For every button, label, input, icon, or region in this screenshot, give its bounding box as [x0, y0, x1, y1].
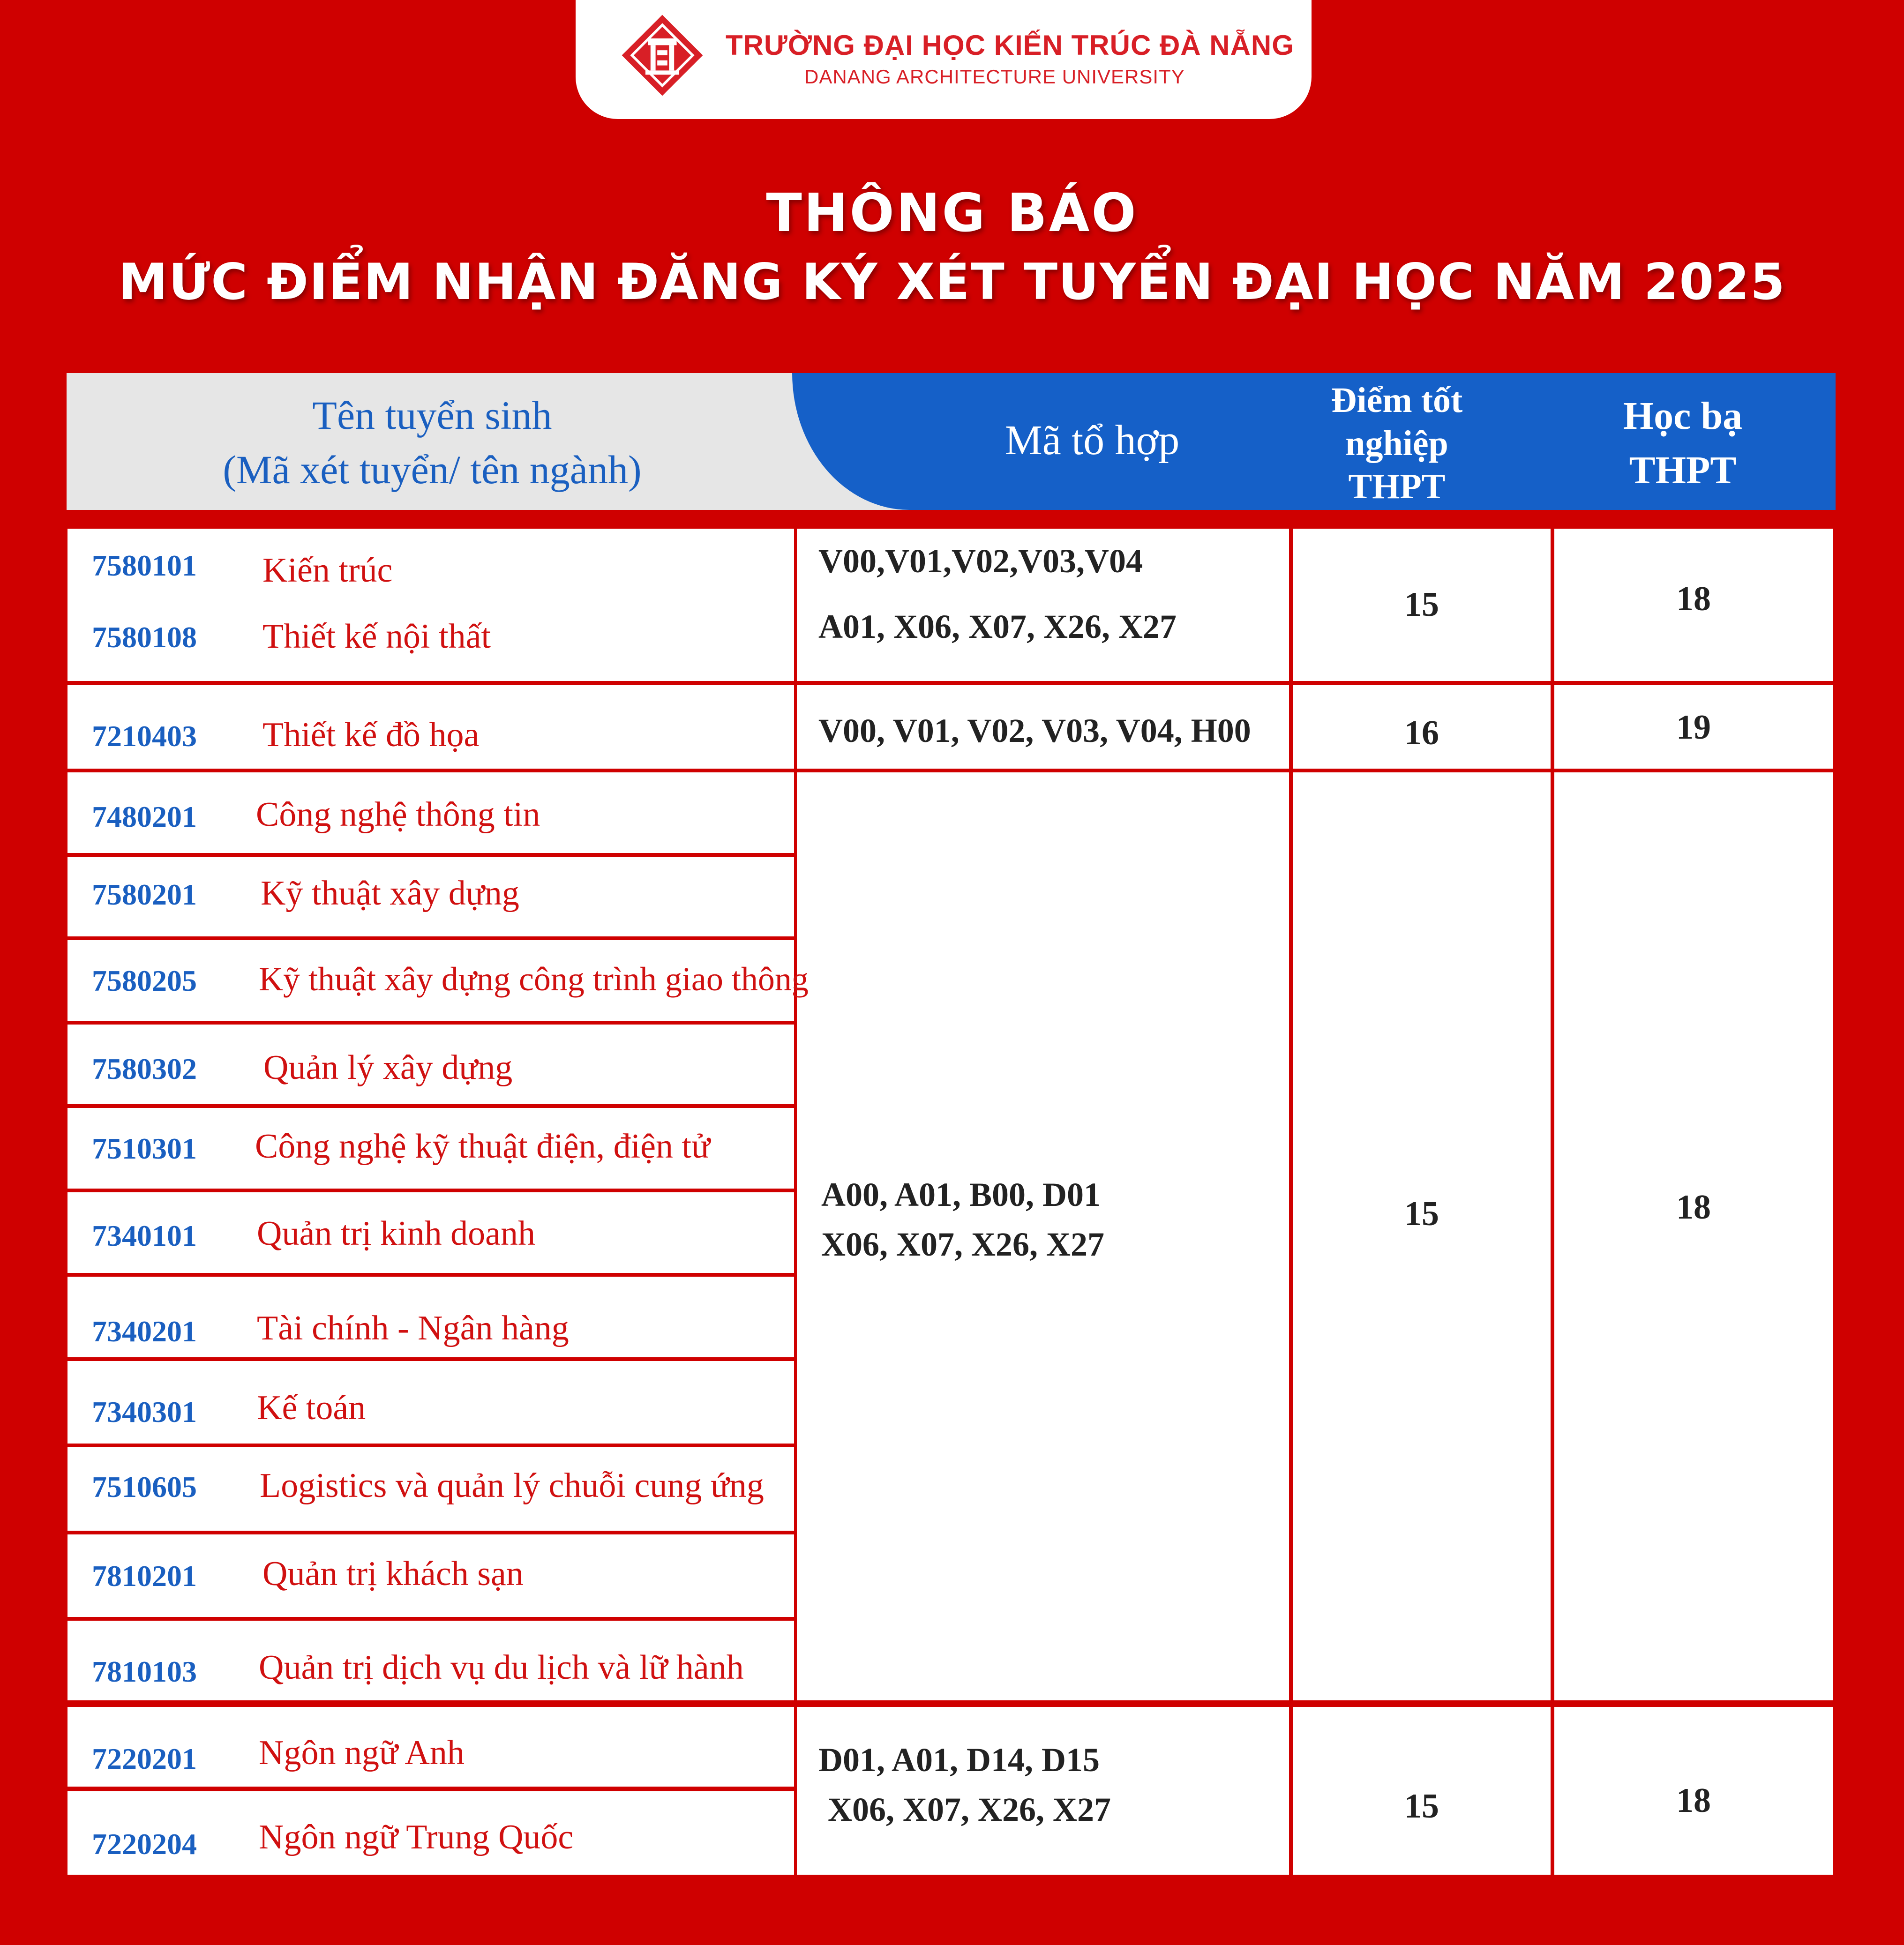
- combo-code: X06, X07, X26, X27: [821, 1226, 1104, 1263]
- header-combo: Mã tổ hợp: [1004, 417, 1180, 464]
- program-code: 7340101: [92, 1219, 197, 1252]
- transcript-score: 19: [1676, 708, 1711, 747]
- graduation-score: 15: [1404, 585, 1439, 624]
- program-name: Kỹ thuật xây dựng công trình giao thông: [259, 960, 809, 998]
- header-transcript-score: [1547, 389, 1819, 498]
- table-cell: [1554, 772, 1833, 1700]
- header-program-name: [67, 388, 798, 497]
- program-name: Công nghệ thông tin: [256, 795, 540, 834]
- header-score-line2: nghiệp: [1345, 424, 1448, 463]
- combo-code: A01, X06, X07, X26, X27: [818, 608, 1177, 645]
- program-code: 7340301: [92, 1395, 197, 1429]
- program-code: 7580201: [92, 878, 197, 911]
- graduation-score: 15: [1404, 1787, 1439, 1825]
- program-code: 7580108: [92, 621, 197, 654]
- transcript-score: 18: [1676, 1781, 1711, 1820]
- program-code: 7580205: [92, 964, 197, 997]
- program-name: Quản trị khách sạn: [262, 1555, 524, 1593]
- combo-code: A00, A01, B00, D01: [821, 1176, 1101, 1213]
- program-code: 7810201: [92, 1559, 197, 1593]
- program-name: Ngôn ngữ Trung Quốc: [259, 1818, 574, 1856]
- table-cell: [1293, 772, 1551, 1700]
- program-name: Thiết kế đồ họa: [262, 716, 480, 754]
- program-name: Logistics và quản lý chuỗi cung ứng: [260, 1466, 764, 1505]
- announcement-title: THÔNG BÁO: [766, 183, 1138, 244]
- graduation-score: 15: [1404, 1195, 1439, 1233]
- program-code: 7210403: [92, 719, 197, 753]
- program-code: 7510301: [92, 1132, 197, 1165]
- header-hocba-line2: THPT: [1629, 449, 1737, 492]
- combo-code: D01, A01, D14, D15: [818, 1741, 1100, 1779]
- program-name: Công nghệ kỹ thuật điện, điện tử: [255, 1127, 711, 1166]
- university-name: TRƯỜNG ĐẠI HỌC KIẾN TRÚC ĐÀ NẴNG: [726, 30, 1294, 61]
- program-name: Kỹ thuật xây dựng: [261, 874, 519, 913]
- program-name: Ngôn ngữ Anh: [259, 1734, 465, 1772]
- program-name: Thiết kế nội thất: [262, 617, 491, 656]
- university-logo-icon: [620, 13, 705, 97]
- transcript-score: 18: [1676, 580, 1711, 618]
- program-code: 7580302: [92, 1052, 197, 1085]
- university-header: [576, 0, 1312, 119]
- header-program-name-line1: Tên tuyển sinh: [312, 393, 552, 438]
- program-code: 7220204: [92, 1827, 197, 1861]
- program-name: Kiến trúc: [262, 551, 393, 590]
- combo-code: V00, V01, V02, V03, V04, H00: [818, 712, 1251, 749]
- graduation-score: 16: [1404, 714, 1439, 752]
- program-code: 7810103: [92, 1655, 197, 1688]
- program-name: Quản trị kinh doanh: [257, 1214, 535, 1253]
- program-code: 7480201: [92, 800, 197, 833]
- program-name: Tài chính - Ngân hàng: [257, 1309, 569, 1347]
- header-program-name-line2: (Mã xét tuyển/ tên ngành): [223, 447, 642, 492]
- program-code: 7510605: [92, 1470, 197, 1504]
- program-code: 7220201: [92, 1742, 197, 1775]
- program-name: Quản lý xây dựng: [263, 1048, 513, 1087]
- university-name-en: DANANG ARCHITECTURE UNIVERSITY: [804, 66, 1185, 88]
- program-name: Kế toán: [257, 1389, 366, 1427]
- announcement-subtitle: MỨC ĐIỂM NHẬN ĐĂNG KÝ XÉT TUYỂN ĐẠI HỌC NĂM 2025: [118, 253, 1786, 311]
- combo-code: V00,V01,V02,V03,V04: [818, 542, 1143, 580]
- combo-code: X06, X07, X26, X27: [828, 1791, 1111, 1828]
- program-code: 7340201: [92, 1315, 197, 1348]
- header-score-line3: THPT: [1348, 467, 1446, 506]
- header-graduation-score: [1266, 379, 1528, 508]
- header-score-line1: Điểm tốt: [1331, 381, 1463, 420]
- transcript-score: 18: [1676, 1188, 1711, 1227]
- program-code: 7580101: [92, 549, 197, 582]
- program-name: Quản trị dịch vụ du lịch và lữ hành: [259, 1648, 744, 1687]
- header-hocba-line1: Học bạ: [1623, 394, 1743, 438]
